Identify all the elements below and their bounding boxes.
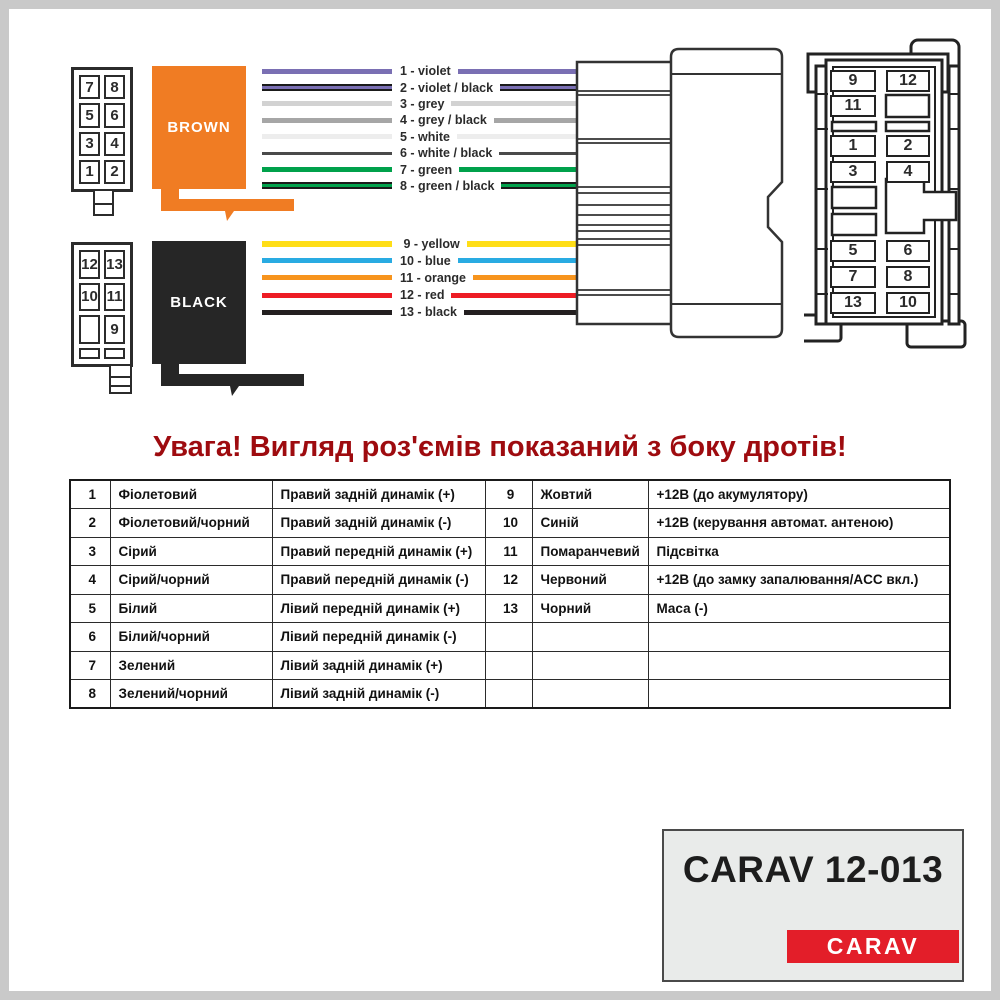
connector-side-view [574,47,789,347]
function-cell: Лівий передній динамік (-) [272,623,485,652]
pin-cell: 5 [79,103,100,127]
wire-line [262,310,392,315]
wire-label: 5 - white [400,129,451,144]
wire-row [262,161,576,177]
table-row [70,480,950,509]
wire-label: 3 - grey [400,96,445,111]
brown-connector-label: BROWN [167,119,231,136]
model-number: CARAV 12-013 [682,849,944,890]
wire-row [262,235,576,252]
wire-line [262,118,392,123]
pin-cell: 13 [104,250,125,279]
table-row [70,680,950,709]
pin-number-cell: 7 [70,651,110,680]
pin-number-cell: 4 [70,566,110,595]
wire-label: 9 - yellow [400,236,460,251]
wire-color-cell [532,680,648,709]
pin-number-cell: 5 [70,594,110,623]
wire-label: 10 - blue [400,253,451,268]
wire-label: 1 - violet [400,64,451,79]
wire-line [262,84,392,91]
wire-label: 7 - green [400,162,453,177]
wire-color-cell [532,651,648,680]
function-cell [648,680,950,709]
function-cell: Правий задній динамік (-) [272,509,485,538]
function-cell: Лівий задній динамік (-) [272,680,485,709]
wire-line [501,182,576,189]
wire-label: 11 - orange [400,270,466,285]
wire-line [262,134,392,139]
function-cell: Правий передній динамік (+) [272,537,485,566]
pin-number-cell: 8 [70,680,110,709]
table-row [70,537,950,566]
wire-color-cell: Зелений [110,651,272,680]
wire-row [262,269,576,286]
pin-cell [104,348,125,360]
wire-color-cell: Фіолетовий [110,480,272,509]
wire-line [262,152,392,155]
wire-color-cell: Сірий [110,537,272,566]
brown-connector-latch-tab [93,189,114,216]
pin-number-cell: 13 [485,594,532,623]
pin-number-cell: 10 [485,509,532,538]
rear-pin-cell: 10 [886,292,930,314]
rear-pin-cell: 2 [886,135,930,157]
pin-cell [79,348,100,360]
pin-cell: 7 [79,75,100,99]
wire-line [262,241,392,247]
pin-cell: 3 [79,132,100,156]
pin-number-cell [485,680,532,709]
pin-cell: 11 [104,283,125,312]
black-connector-latch-tab [109,364,132,394]
pin-number-cell: 6 [70,623,110,652]
function-cell: Лівий передній динамік (+) [272,594,485,623]
function-cell: Лівий задній динамік (+) [272,651,485,680]
wire-label: 4 - grey / black [400,113,487,128]
wire-line [464,310,576,315]
function-cell [648,623,950,652]
rear-pin-cell: 7 [830,266,876,288]
pin-cell [79,315,100,344]
rear-pin-cell: 9 [830,70,876,92]
rear-pin-cell: 3 [830,161,876,183]
wire-color-cell: Фіолетовий/чорний [110,509,272,538]
pin-number-cell: 12 [485,566,532,595]
pin-cell: 2 [104,160,125,184]
wire-line [262,182,392,189]
wire-color-cell: Білий [110,594,272,623]
wire-line [262,293,392,298]
rear-pin-cell: 4 [886,161,930,183]
wire-color-cell: Зелений/чорний [110,680,272,709]
function-cell: Підсвітка [648,537,950,566]
pin-cell: 9 [104,315,125,344]
wire-color-cell: Червоний [532,566,648,595]
footer-model-box [662,829,964,982]
pin-number-cell: 3 [70,537,110,566]
pin-cell: 8 [104,75,125,99]
wire-line [262,258,392,263]
wire-color-cell: Синій [532,509,648,538]
wire-line [467,241,576,247]
warning-title: Увага! Вигляд роз'ємів показаний з боку дротів! [153,431,847,463]
wire-label: 13 - black [400,305,457,320]
wire-label: 12 - red [400,288,445,303]
wire-color-cell: Сірий/чорний [110,566,272,595]
pin-number-cell [485,651,532,680]
pinout-table [69,479,951,709]
rear-pin-cell: 6 [886,240,930,262]
wire-row [262,112,576,128]
wire-line [451,101,576,106]
wire-row [262,145,576,161]
carav-logo: CARAV [787,930,959,963]
wire-color-cell [532,623,648,652]
wire-line [262,167,392,172]
pin-cell: 10 [79,283,100,312]
pin-cell: 12 [79,250,100,279]
wire-color-cell: Жовтий [532,480,648,509]
wire-label: 2 - violet / black [400,80,494,95]
wire-row [262,96,576,112]
table-row [70,566,950,595]
rear-pin-cell: 5 [830,240,876,262]
function-cell: Маса (-) [648,594,950,623]
pin-cell: 6 [104,103,125,127]
black-connector-label: BLACK [170,294,228,311]
function-cell: +12В (до замку запалювання/ACC вкл.) [648,566,950,595]
table-row [70,651,950,680]
wire-line [500,84,576,91]
pin-cell: 1 [79,160,100,184]
function-cell: +12В (до акумулятору) [648,480,950,509]
wire-row [262,63,576,79]
wire-label: 8 - green / black [400,178,495,193]
pin-number-cell: 11 [485,537,532,566]
table-row [70,594,950,623]
wire-line [458,258,576,263]
wire-row [262,129,576,145]
wire-line [262,101,392,106]
wire-row [262,178,576,194]
wire-row [262,304,576,321]
wire-line [499,152,576,155]
wire-line [262,69,392,74]
wire-line [451,293,576,298]
function-cell: +12В (керування автомат. антеною) [648,509,950,538]
function-cell [648,651,950,680]
wire-group-1-8 [262,63,576,194]
wire-label: 6 - white / black [400,146,493,161]
function-cell: Правий передній динамік (-) [272,566,485,595]
pin-number-cell: 1 [70,480,110,509]
wire-line [457,134,576,139]
brown-connector-pin-grid [71,67,133,192]
black-connector-pin-grid [71,242,133,367]
keying-slot [886,179,956,233]
wire-color-cell: Чорний [532,594,648,623]
rear-pin-cell: 13 [830,292,876,314]
function-cell: Правий задній динамік (+) [272,480,485,509]
wire-color-cell: Помаранчевий [532,537,648,566]
wire-row [262,287,576,304]
pin-number-cell [485,623,532,652]
wire-line [494,118,576,123]
rear-pin-cell: 1 [830,135,876,157]
pin-number-cell: 9 [485,480,532,509]
wire-row [262,252,576,269]
rear-pin-cell: 11 [830,95,876,117]
rear-pin-cell: 8 [886,266,930,288]
wire-line [458,69,576,74]
table-row [70,509,950,538]
rear-pin-cell: 12 [886,70,930,92]
wire-color-cell: Білий/чорний [110,623,272,652]
wire-line [473,275,576,280]
table-row [70,623,950,652]
wire-group-9-13 [262,235,576,321]
pin-cell: 4 [104,132,125,156]
connector-rear-view [804,34,974,349]
wire-line [262,275,392,280]
wire-line [459,167,576,172]
wire-row [262,79,576,95]
pin-number-cell: 2 [70,509,110,538]
